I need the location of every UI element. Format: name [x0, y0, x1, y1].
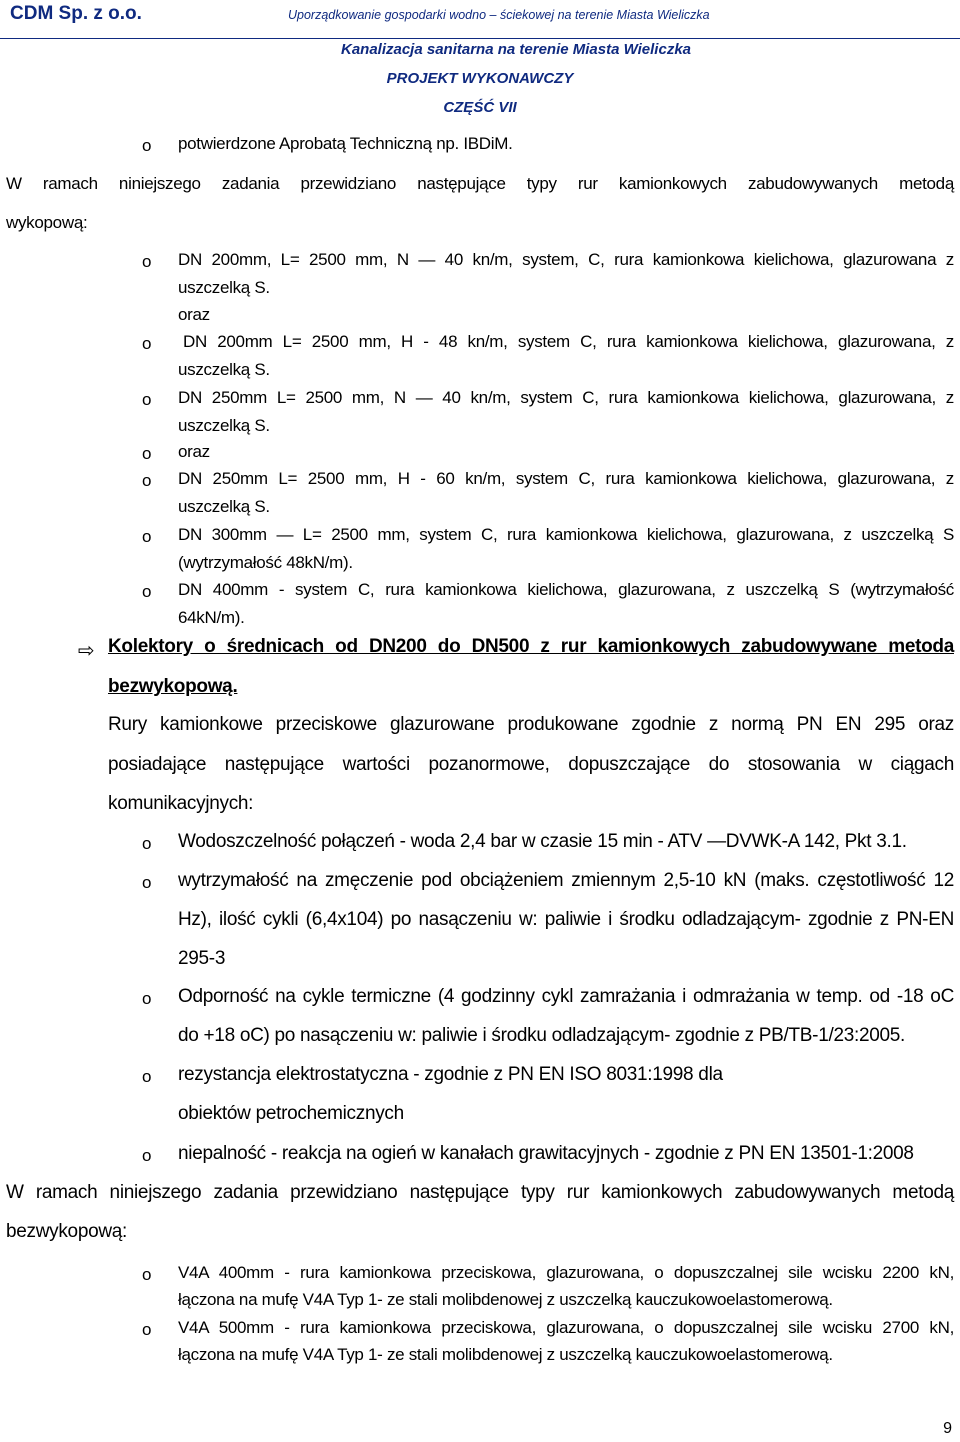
header-project-line: Kanalizacja sanitarna na terenie Miasta Wieliczka [340, 41, 692, 58]
list-item-cont: uszczelką S. [178, 416, 270, 435]
paragraph-line: wykopową: [6, 213, 88, 232]
list-item: rezystancja elektrostatyczna - zgodnie z PN EN ISO 8031:1998 dla [178, 1064, 723, 1085]
list-item: oraz [178, 442, 210, 461]
list-item-cont: obiektów petrochemicznych [178, 1103, 404, 1124]
section-heading-cont: bezwykopową. [108, 676, 238, 697]
list-item-cont: do +18 oC) po nasączeniu w: paliwie i środku odladzającym- zgodnie z PB/TB-1/23:2005. [178, 1025, 906, 1046]
list-item: DN 250mm L= 2500 mm, H - 60 kn/m, system C, rura kamionkowa kielichowa, glazurowana, z [178, 469, 954, 488]
company-name: CDM Sp. z o.o. [10, 3, 142, 24]
page-number: 9 [943, 1420, 952, 1437]
bullet-icon: o [142, 989, 152, 1008]
list-item: V4A 500mm - rura kamionkowa przeciskowa, glazurowana, o dopuszczalnej sile wcisku 2700 kN, [178, 1318, 954, 1337]
list-item: Odporność na cykle termiczne (4 godzinny cykl zamrażania i odmrażania w temp. od -18 oC [178, 986, 954, 1007]
paragraph-line: komunikacyjnych: [108, 793, 254, 814]
list-item: DN 200mm L= 2500 mm, H - 48 kn/m, system C, rura kamionkowa kielichowa, glazurowana, z [183, 332, 954, 351]
header-subtitle: Uporządkowanie gospodarki wodno – ściekowej na terenie Miasta Wieliczka [288, 8, 710, 22]
section-heading: Kolektory o średnicach od DN200 do DN500 z rur kamionkowych zabudowywane metoda [108, 636, 954, 657]
list-item: Wodoszczelność połączeń - woda 2,4 bar w czasie 15 min - ATV —DVWK-A 142, Pkt 3.1. [178, 831, 907, 852]
header-project-type: PROJEKT WYKONAWCZY [386, 70, 574, 87]
paragraph-line: posiadające następujące wartości pozanormowe, dopuszczające do stosowania w ciągach [108, 754, 954, 775]
list-item-cont: uszczelką S. [178, 278, 270, 297]
bullet-icon: o [142, 471, 152, 490]
list-item: wytrzymałość na zmęczenie pod obciążeniem zmiennym 2,5-10 kN (maks. częstotliwość 12 [178, 870, 954, 891]
list-item: DN 300mm — L= 2500 mm, system C, rura kamionkowa kielichowa, glazurowana, z uszczelką S [178, 525, 954, 544]
bullet-icon: o [142, 334, 152, 353]
bullet-icon: o [142, 834, 152, 853]
bullet-icon: o [142, 390, 152, 409]
list-item: DN 400mm - system C, rura kamionkowa kielichowa, glazurowana, z uszczelką S (wytrzymałość [178, 580, 954, 599]
paragraph-line: W ramach niniejszego zadania przewidziano następujące typy rur kamionkowych zabudowywanych metodą [6, 1182, 954, 1203]
arrow-right-icon: ⇨ [78, 638, 95, 662]
header-part: CZĘŚĆ VII [443, 99, 517, 116]
list-item-cont: uszczelką S. [178, 497, 270, 516]
list-item: DN 200mm, L= 2500 mm, N — 40 kn/m, system, C, rura kamionkowa kielichowa, glazurowana z [178, 250, 954, 269]
list-item: oraz [178, 305, 210, 324]
paragraph-line: bezwykopową: [6, 1221, 128, 1242]
list-item: niepalność - reakcja na ogień w kanałach grawitacyjnych - zgodnie z PN EN 13501-1:2008 [178, 1143, 914, 1164]
text-line: potwierdzone Aprobatą Techniczną np. IBDiM. [178, 134, 513, 153]
list-item-cont: Hz), ilość cykli (6,4x104) po nasączeniu w: paliwie i środku odladzającym- zgodnie z PN-EN [178, 909, 954, 930]
list-item-cont: (wytrzymałość 48kN/m). [178, 553, 353, 572]
paragraph-line: Rury kamionkowe przeciskowe glazurowane produkowane zgodnie z normą PN EN 295 oraz [108, 714, 954, 735]
bullet-icon: o [142, 527, 152, 546]
bullet-icon: o [142, 1320, 152, 1339]
list-item: V4A 400mm - rura kamionkowa przeciskowa, glazurowana, o dopuszczalnej sile wcisku 2200 kN, [178, 1263, 954, 1282]
header-rule [0, 38, 960, 39]
list-item-cont: łączona na mufę V4A Typ 1- ze stali molibdenowej z uszczelką kauczukowoelastomerową. [178, 1345, 833, 1364]
list-item: DN 250mm L= 2500 mm, N — 40 kn/m, system C, rura kamionkowa kielichowa, glazurowana, z [178, 388, 954, 407]
paragraph-line: W ramach niniejszego zadania przewidziano następujące typy rur kamionkowych zabudowywanych metodą [6, 174, 954, 193]
bullet-icon: o [142, 136, 152, 155]
bullet-icon: o [142, 1265, 152, 1284]
list-item-cont: 295-3 [178, 948, 226, 969]
bullet-icon: o [142, 1146, 152, 1165]
bullet-icon: o [142, 1067, 152, 1086]
list-item-cont: uszczelką S. [178, 360, 270, 379]
bullet-icon: o [142, 444, 152, 463]
bullet-icon: o [142, 252, 152, 271]
list-item-cont: łączona na mufę V4A Typ 1- ze stali molibdenowej z uszczelką kauczukowoelastomerową. [178, 1290, 833, 1309]
bullet-icon: o [142, 873, 152, 892]
bullet-icon: o [142, 582, 152, 601]
list-item-cont: 64kN/m). [178, 608, 245, 627]
